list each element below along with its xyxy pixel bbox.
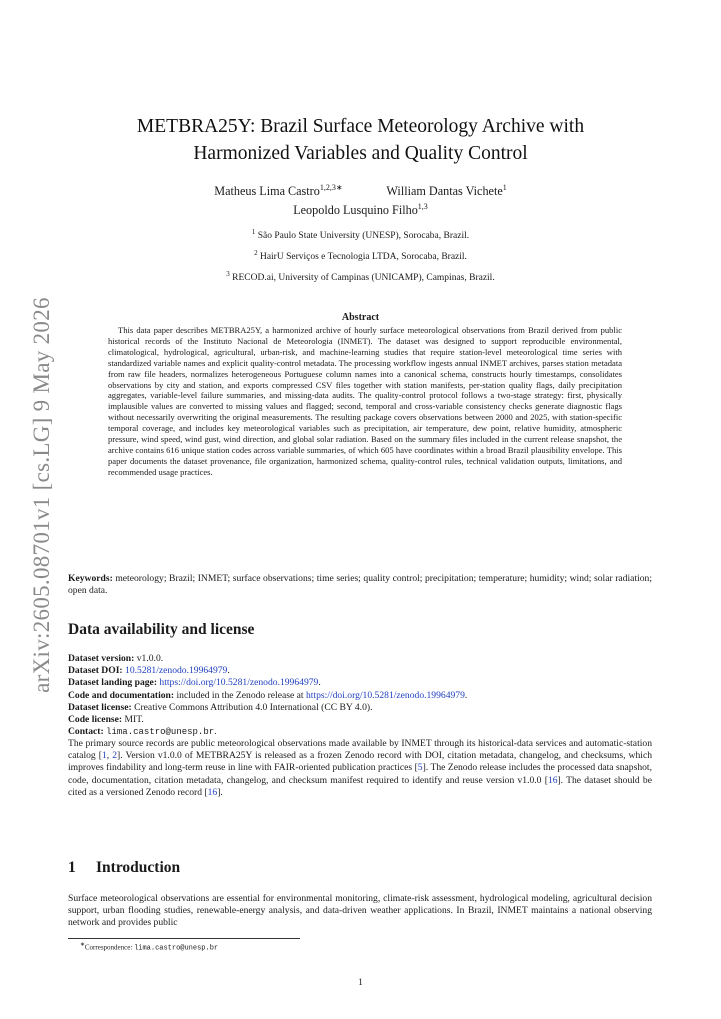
arxiv-id: arXiv:2605.08701v1 [cs.LG] 9 May 2026 (29, 297, 54, 693)
keywords-label: Keywords: (68, 573, 113, 584)
title-line-2: Harmonized Variables and Quality Control (193, 143, 528, 164)
affiliation-line: $^1$ São Paulo State University (UNESP), Sorocaba, Brazil. (251, 228, 470, 242)
contact-email[interactable]: lima.castro@unesp.br (106, 727, 215, 738)
keywords-text: meteorology; Brazil; INMET; surface observations; time series; quality control; precipitation; temperature; humidity; wind; solar radiation; open data. (68, 573, 652, 597)
section-title-text: Introduction (96, 859, 181, 876)
section-heading-introduction (68, 859, 180, 877)
author-affil-marks: 1,3 (417, 202, 428, 212)
author-list (100, 180, 621, 218)
landing-page-link[interactable]: https://doi.org/10.5281/zenodo.19964979 (159, 677, 319, 689)
keywords (68, 573, 652, 597)
code-row: Code and documentation: included in the Zenodo release at https://doi.org/10.5281/zenodo.19964979. (68, 689, 468, 701)
abstract-body: This data paper describes METBRA25Y, a harmonized archive of hourly surface meteorological observations from Brazil derived from public historical records of the Instituto Nacional de Meteorologia (INMET). The dataset was designed to support reproducible environmental, climatological, hydrological, agricultural, urban-risk, and machine-learning studies that require station-level meteorological time series with standardized variable names and explicit quality-control metadata. The processing workflow ingests annual INMET archives, parses station metadata from raw file headers, normalizes heterogeneous Portuguese column names into a canonical schema, constructs hourly timestamps, consolidates observations by city and station, and exports compressed CSV files together with station manifests, per-station quality flags, daily precipitation aggregates, variable-level failure summaries, and missing-data audits. The quality-control protocol follows a two-stage strategy: first, physically implausible values are converted to missing values and flagged; second, temporal and cross-variable consistency checks generate diagnostic flags without necessarily overwriting the original measurements. The resulting package covers observations between 2000 and 2025, with station-specific temporal coverage, and includes key meteorological variables such as precipitation, air temperature, dew point, relative humidity, atmospheric pressure, wind speed, wind gust, wind direction, and global solar radiation. Based on the summary files included in the current release snapshot, the archive contains 616 unique station codes across variable summaries, of which 605 have coordinates within a broad Brazil plausibility envelope. This paper documents the dataset provenance, file organization, harmonized schema, quality-control rules, technical validation outputs, limitations, and recommended usage practices. (108, 325, 622, 477)
code-license-row: Code license: MIT. (68, 714, 144, 726)
paper-title (100, 113, 621, 167)
author-affil-marks: 1 (502, 183, 507, 192)
title-line-1: METBRA25Y: Brazil Surface Meteorology Archive with (136, 116, 585, 137)
author-name: Matheus Lima Castro (214, 184, 320, 199)
correspondence-footnote: ∗Correspondence: lima.castro@unesp.br (80, 942, 219, 953)
author-name: William Dantas Vichete (386, 184, 503, 199)
dataset-version-row: Dataset version: v1.0.0. (68, 653, 164, 664)
citation-link[interactable]: 5 (417, 762, 423, 774)
dataset-doi-row: Dataset DOI: 10.5281/zenodo.19964979. (68, 665, 230, 677)
landing-page-row: Dataset landing page: https://doi.org/10.5281/zenodo.19964979. (68, 677, 321, 689)
footnote-divider (68, 938, 300, 939)
footnote-email[interactable]: lima.castro@unesp.br (134, 944, 219, 953)
affiliation-line: $^2$ HairU Serviços e Tecnologia LTDA, Sorocaba, Brazil. (254, 249, 467, 263)
section-number: 1 (68, 859, 76, 876)
dataset-license-row: Dataset license: Creative Commons Attribution 4.0 International (CC BY 4.0). (68, 701, 373, 713)
availability-list (68, 653, 652, 738)
affiliation-line: $^3$ RECOD.ai, University of Campinas (UNICAMP), Campinas, Brazil. (226, 270, 495, 284)
availability-paragraph: The primary source records are public meteorological observations made available by INMET through its historical-data services and automatic-station catalog [1, 2]. Version v1.0.0 of METBRA25Y is released as a frozen Zenodo record with DOI, citation metadata, changelog, and checksums, which improves findability and long-term reuse in line with FAIR-oriented publication practices [5]. The Zenodo release includes the processed data snapshot, code, documentation, citation metadata, changelog, and checksum manifest required to identify and reuse version v1.0.0 [16]. The dataset should be cited as a versioned Zenodo record [16]. (68, 738, 653, 798)
arxiv-stamp (22, 297, 62, 693)
citation-link[interactable]: 2 (112, 750, 117, 762)
page-number: 1 (358, 977, 363, 988)
citation-link[interactable]: 1 (101, 750, 107, 762)
code-link[interactable]: https://doi.org/10.5281/zenodo.19964979 (305, 689, 465, 701)
author-affil-marks: 1,2,3∗ (319, 183, 343, 192)
author-name: Leopoldo Lusquino Filho (293, 203, 418, 218)
contact-row: Contact: lima.castro@unesp.br. (68, 726, 217, 738)
introduction-paragraph: Surface meteorological observations are essential for environmental monitoring, climate-risk assessment, hydrological modeling, agricultural decision support, urban flooding studies, renewable-energy analysis, and data-driven weather applications. In Brazil, INMET maintains a national observing network and provides public (68, 893, 652, 929)
section-heading-availability: Data availability and license (68, 621, 255, 638)
affiliations (100, 224, 621, 287)
citation-link[interactable]: 16 (207, 786, 218, 798)
citation-link[interactable]: 16 (547, 774, 558, 786)
doi-link[interactable]: 10.5281/zenodo.19964979 (125, 665, 228, 677)
abstract-heading: Abstract (341, 312, 380, 323)
